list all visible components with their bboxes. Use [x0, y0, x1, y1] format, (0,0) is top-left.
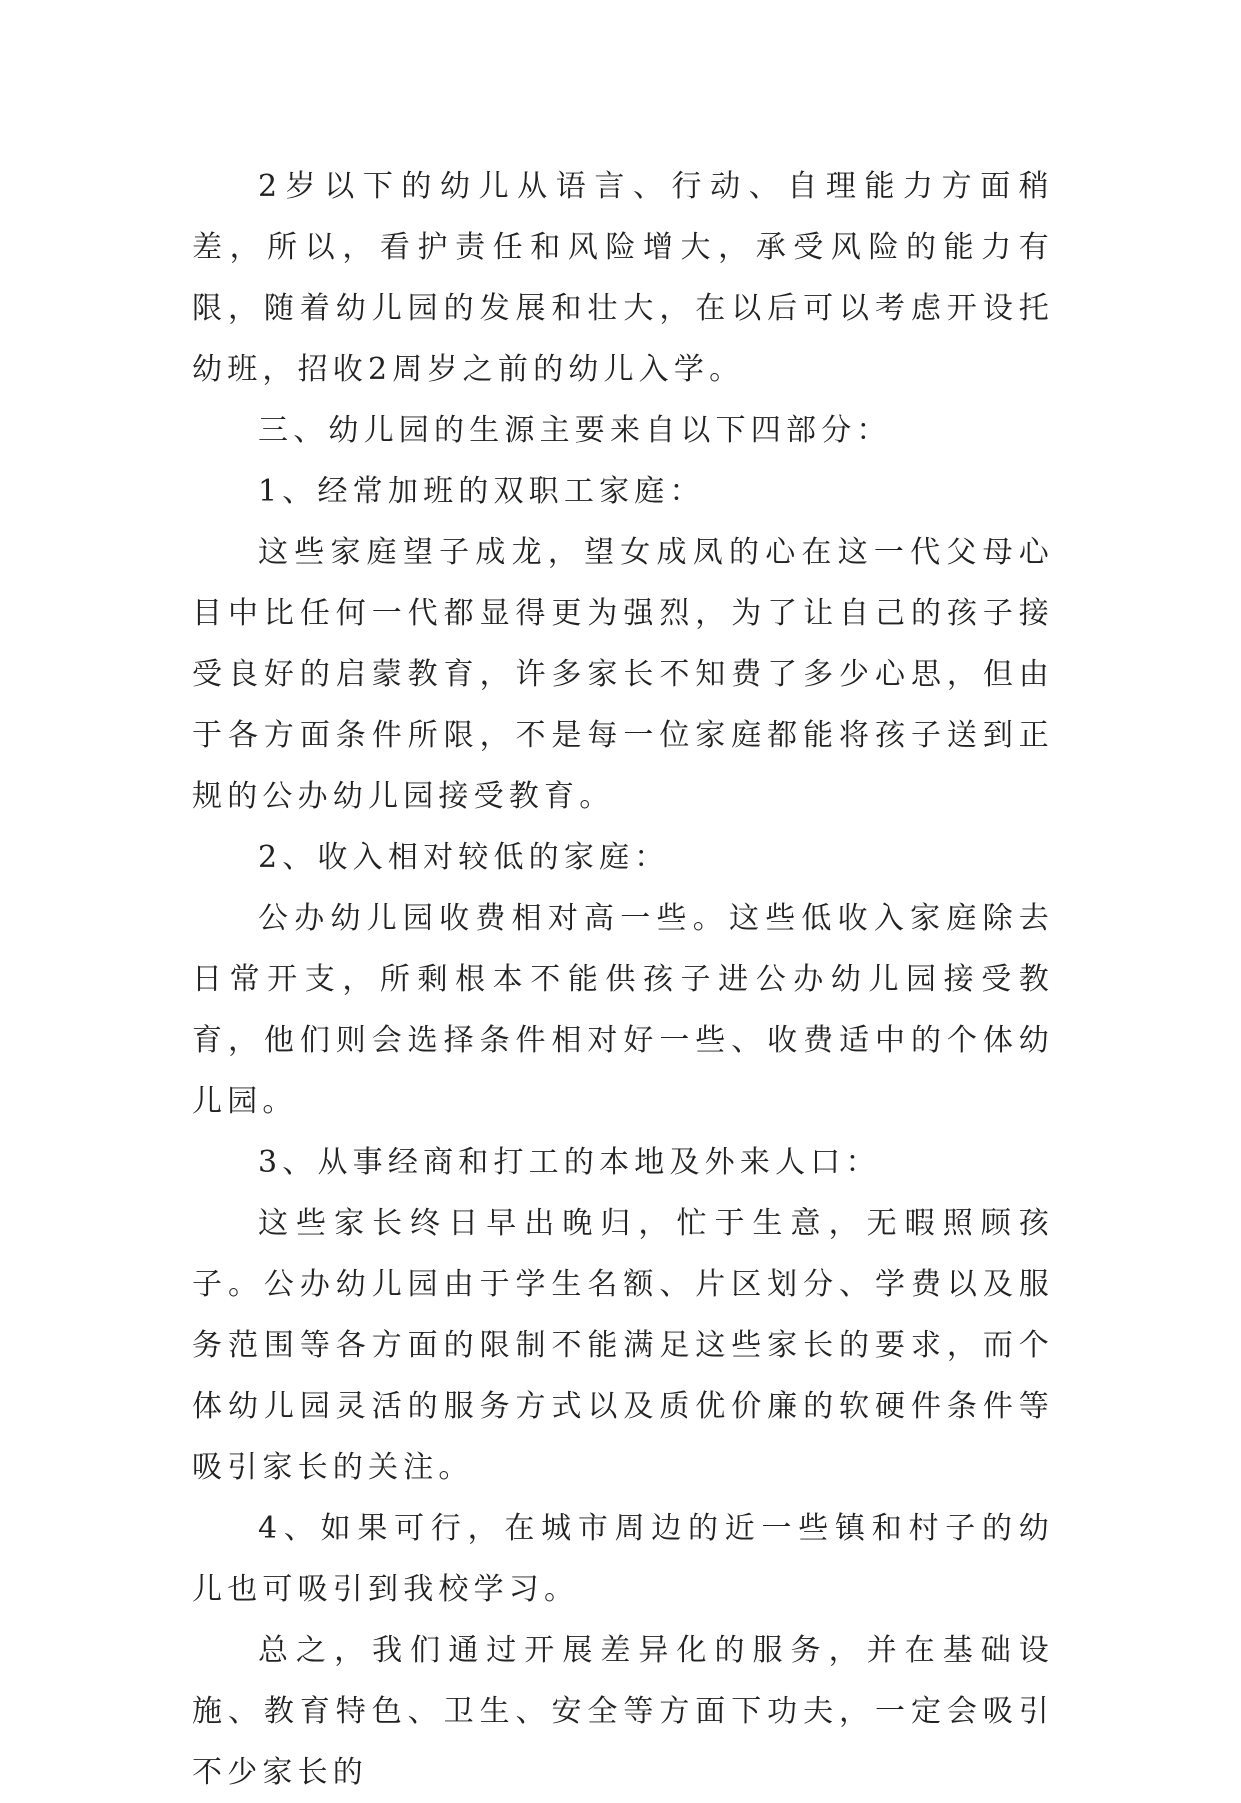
- paragraph-dual-income-families: 这些家庭望子成龙，望女成凤的心在这一代父母心目中比任何一代都显得更为强烈，为了让自己的孩子接受良好的启蒙教育，许多家长不知费了多少心思，但由于各方面条件所限，不是每一位家庭都能将孩子送到正规的公办幼儿园接受教育。: [192, 535, 1054, 814]
- paragraph-conclusion: 总之，我们通过开展差异化的服务，并在基础设施、教育特色、卫生、安全等方面下功夫，一定会吸引不少家长的: [192, 1633, 1054, 1790]
- paragraph-business-migrant-population: 这些家长终日早出晚归，忙于生意，无暇照顾孩子。公办幼儿园由于学生名额、片区划分、学费以及服务范围等各方面的限制不能满足这些家长的要求，而个体幼儿园灵活的服务方式以及质优价廉的软硬件条件等吸引家长的关注。: [192, 1206, 1054, 1485]
- paragraph-toddler-care: 2岁以下的幼儿从语言、行动、自理能力方面稍差，所以，看护责任和风险增大，承受风险的能力有限，随着幼儿园的发展和壮大，在以后可以考虑开设托幼班，招收2周岁之前的幼儿入学。: [192, 169, 1054, 387]
- document-body: [192, 156, 1054, 1803]
- heading-enrollment-sources: 三、幼儿园的生源主要来自以下四部分：: [258, 413, 892, 448]
- paragraph-low-income-families: 公办幼儿园收费相对高一些。这些低收入家庭除去日常开支，所剩根本不能供孩子进公办幼儿园接受教育，他们则会选择条件相对好一些、收费适中的个体幼儿园。: [192, 901, 1054, 1119]
- paragraph-surrounding-villages: 4、如果可行，在城市周边的近一些镇和村子的幼儿也可吸引到我校学习。: [192, 1511, 1054, 1607]
- subheading-low-income-families: 2、收入相对较低的家庭：: [258, 840, 670, 875]
- subheading-dual-income-families: 1、经常加班的双职工家庭：: [258, 474, 705, 509]
- subheading-business-migrant-population: 3、从事经商和打工的本地及外来人口：: [258, 1145, 881, 1180]
